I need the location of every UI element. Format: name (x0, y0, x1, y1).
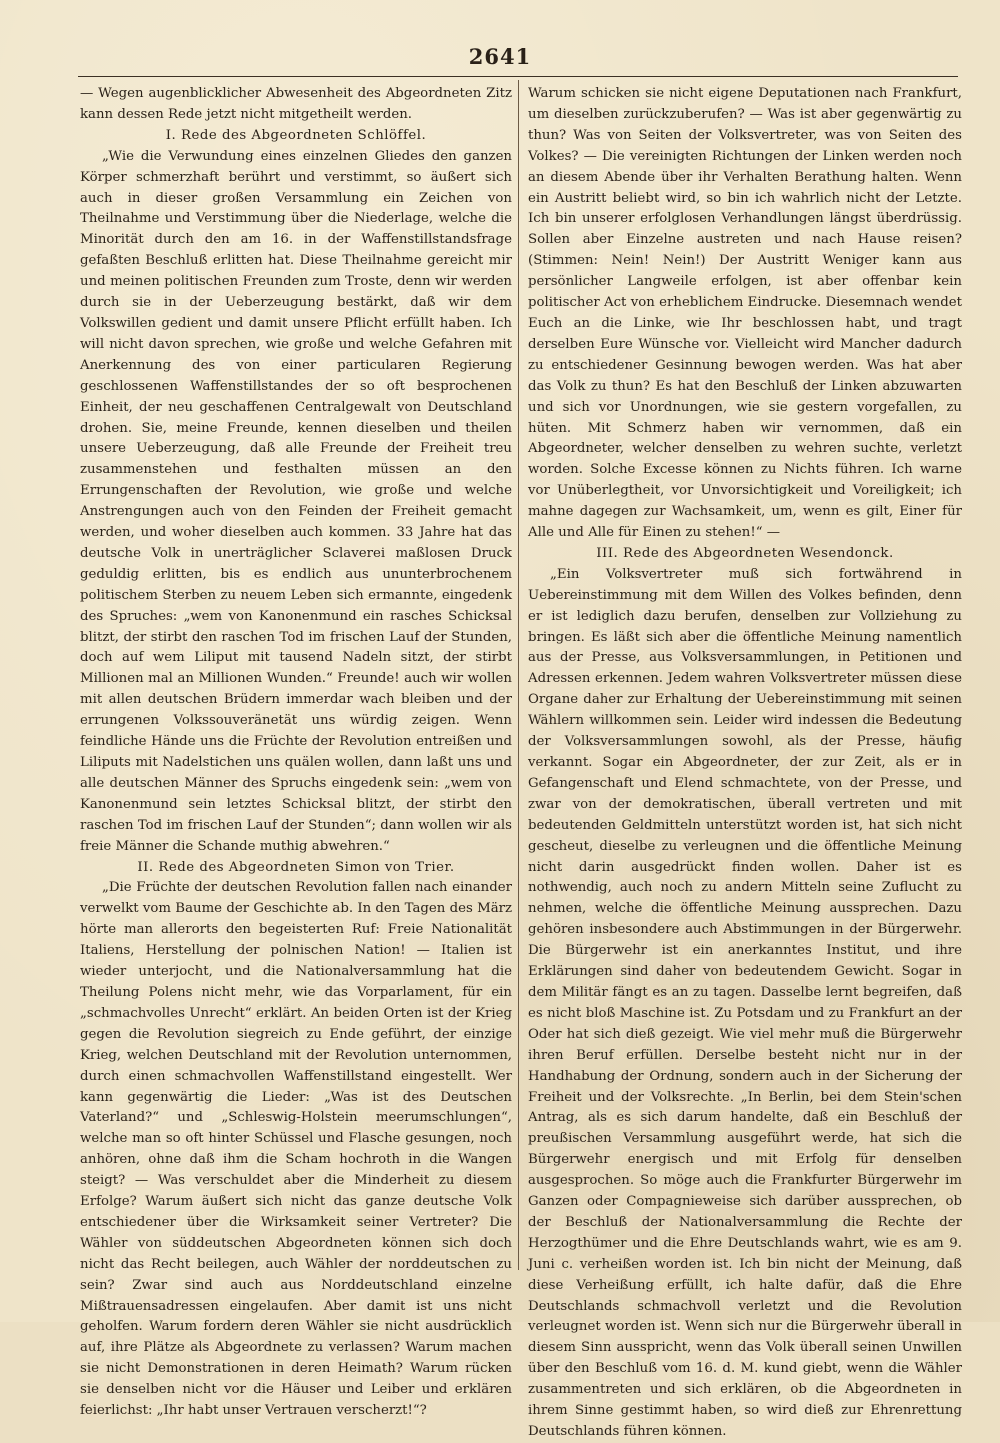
speech-heading-simon: II. Rede des Abgeordneten Simon von Trier. (137, 859, 455, 875)
speech-text-schloeffel: „Wie die Verwundung eines einzelnen Gliedes den ganzen Körper schmerzhaft berührt und verstimmt, so äußert sich auch in dieser großen Versammlung ein Zeichen von Theilnahme und Verstimmung über die Niederlage, welche die Minorität durch den am 16. in der Waffenstillstandsfrage gefaßten Beschluß erlitten hat. Diese Theilnahme gereicht mir und meinen politischen Freunden zum Troste, denn wir werden durch sie in der Ueberzeugung bestärkt, daß wir dem Volkswillen gedient und damit unsere Pflicht erfüllt haben. Ich will nicht davon sprechen, wie große und welche Gefahren mit Anerkennung des von einer particularen Regierung geschlossenen Waffenstillstandes der so oft besprochenen Einheit, der neu geschaffenen Centralgewalt von Deutschland drohen. Sie, meine Freunde, kennen dieselben und theilen unsere Ueberzeugung, daß alle Freunde der Freiheit treu zusammenstehen und festhalten müssen an den Errungenschaften der Revolution, wie große und welche Anstrengungen auch von den Feinden der Freiheit gemacht werden, und woher dieselben auch kommen. 33 Jahre hat das deutsche Volk in unerträglicher Sclaverei maßlosen Druck geduldig erlitten, bis es endlich aus ununterbrochenem politischem Sterben zu neuem Leben sich ermannte, eingedenk des Spruches: „wem von Kanonenmund ein rasches Schicksal blitzt, der stirbt den raschen Tod im frischen Lauf der Stunden, doch auf wem Liliput mit tausend Nadeln sitzt, der stirbt Millionen mal an Millionen Wunden.“ Freunde! auch wir wollen mit allen deutschen Brüdern immerdar wach bleiben und der errungenen Volkssouveränetät uns würdig zeigen. Wenn feindliche Hände uns die Früchte der Revolution entreißen und Liliputs mit Nadelstichen uns quälen wollen, dann laßt uns und alle deutschen Männer des Spruchs eingedenk sein: „wem von Kanonenmund sein letztes Schicksal blitzt, der stirbt den raschen Tod im frischen Lauf der Stunden“; dann wollen wir als freie Männer die Schande muthig abwehren.“ (80, 148, 512, 854)
column-divider (518, 80, 519, 1270)
speech-heading-wesendonck: III. Rede des Abgeordneten Wesendonck. (596, 545, 894, 561)
page-number: 2641 (468, 44, 532, 69)
speech-text-wesendonck: „Ein Volksvertreter muß sich fortwährend in Uebereinstimmung mit dem Willen des Volkes befinden, denn er ist lediglich dazu berufen, denselben zur Vollziehung zu bringen. Es läßt sich aber die öffentliche Meinung namentlich aus der Presse, aus Volksversammlungen, in Petitionen und Adressen erkennen. Jedem wahren Volksvertreter müssen diese Organe daher zur Erhaltung der Uebereinstimmung mit seinen Wählern willkommen sein. Leider wird indessen die Bedeutung der Volksversammlungen sowohl, als der Presse, häufig verkannt. Sogar ein Abgeordneter, der zur Zeit, als er in Gefangenschaft und Elend schmachtete, von der Presse, und zwar von der demokratischen, überall vertreten und mit bedeutenden Geldmitteln unterstützt worden ist, hat sich nicht gescheut, dieselbe zu verleugnen und die öffentliche Meinung nicht darin ausgedrückt finden wollen. Daher ist es nothwendig, auch noch zu andern Mitteln seine Zuflucht zu nehmen, welche die öffentliche Meinung aussprechen. Dazu gehören insbesondere auch Abstimmungen in der Bürgerwehr. Die Bürgerwehr ist ein anerkanntes Institut, und ihre Erklärungen sind daher von bedeutendem Gewicht. Sogar in dem Militär fängt es an zu tagen. Dasselbe lernt begreifen, daß es nicht bloß Maschine ist. Zu Potsdam und zu Frankfurt an der Oder hat sich dieß gezeigt. Wie viel mehr muß die Bürgerwehr ihren Beruf erfüllen. Derselbe besteht nicht nur in der Handhabung der Ordnung, sondern auch in der Sicherung der Freiheit und der Volksrechte. „In Berlin, bei dem Stein'schen Antrag, als es sich darum handelte, daß ein Beschluß der preußischen Versammlung ausgeführt werde, hat sich die Bürgerwehr energisch und mit Erfolg für denselben ausgesprochen. So möge auch die Frankfurter Bürgerwehr im Ganzen oder Compagnieweise sich darüber aussprechen, ob der Beschluß der Nationalversammlung die Rechte der Herzogthümer und die Ehre Deutschlands wahrt, wie es am 9. Juni c. verheißen worden ist. Ich bin nicht der Meinung, daß diese Verheißung erfüllt, ich halte dafür, daß die Ehre Deutschlands schmachvoll verletzt und die Revolution verleugnet worden ist. Wenn sich nur die Bürgerwehr überall in diesem Sinn ausspricht, wenn das Volk überall seinen Unwillen über den Beschluß vom 16. d. M. kund giebt, wenn die Wähler zusammentreten und sich erklären, ob die Abgeordneten in ihrem Sinne gestimmt haben, so wird dieß zur Ehrenrettung Deutschlands führen können. (528, 566, 962, 1439)
header-rule (78, 76, 958, 77)
right-column (528, 84, 962, 1443)
speech-heading-schloeffel: I. Rede des Abgeordneten Schlöffel. (165, 127, 427, 143)
speech-text-simon-part2: Warum schicken sie nicht eigene Deputationen nach Frankfurt, um dieselben zurückzuberufen? — Was ist aber gegenwärtig zu thun? Was von Seiten der Volksvertreter, was von Seiten des Volkes? — Die vereinigten Richtungen der Linken werden noch an diesem Abende über ihr Verhalten Berathung halten. Wenn ein Austritt beliebt wird, so bin ich wahrlich nicht der Letzte. Ich bin unserer erfolglosen Verhandlungen längst überdrüssig. Sollen aber Einzelne austreten und nach Hause reisen? (Stimmen: Nein! Nein!) Der Austritt Weniger kann aus persönlicher Langweile erfolgen, ist aber offenbar kein politischer Act von erheblichem Eindrucke. Diesemnach wendet Euch an die Linke, wie Ihr beschlossen habt, und tragt derselben Eure Wünsche vor. Vielleicht wird Mancher dadurch zu entschiedener Gesinnung bewogen werden. Was hat aber das Volk zu thun? Es hat den Beschluß der Linken abzuwarten und sich vor Unordnungen, wie sie gestern vorgefallen, zu hüten. Mit Schmerz haben wir vernommen, daß ein Abgeordneter, welcher denselben zu wehren suchte, verletzt worden. Solche Excesse können zu Nichts führen. Ich warne vor Unüberlegtheit, vor Unvorsichtigkeit und Voreiligkeit; ich mahne dagegen zur Wachsamkeit, um, wenn es gilt, Einer für Alle und Alle für Einen zu stehen!“ — (528, 86, 962, 541)
left-column (80, 84, 512, 1422)
intro-note: — Wegen augenblicklicher Abwesenheit des Abgeordneten Zitz kann dessen Rede jetzt nicht mitgetheilt werden. (80, 86, 512, 122)
speech-text-simon-part1: „Die Früchte der deutschen Revolution fallen nach einander verwelkt vom Baume der Geschichte ab. In den Tagen des März hörte man allerorts den begeisterten Ruf: Freie Nationalität Italiens, Herstellung der polnischen Nation! — Italien ist wieder unterjocht, und die Nationalversammlung hat die Theilung Polens nicht mehr, wie das Vorparlament, für ein „schmachvolles Unrecht“ erklärt. An beiden Orten ist der Krieg gegen die Revolution siegreich zu Ende geführt, der einzige Krieg, welchen Deutschland mit der Revolution unternommen, durch einen schmachvollen Waffenstillstand eingestellt. Wer kann gegenwärtig die Lieder: „Was ist des Deutschen Vaterland?“ und „Schleswig-Holstein meerumschlungen“, welche man so oft hinter Schüssel und Flasche gesungen, noch anhören, ohne daß ihm die Scham hochroth in die Wangen steigt? — Was verschuldet aber die Minderheit zu diesem Erfolge? Warum äußert sich nicht das ganze deutsche Volk entschiedener über die Wirksamkeit seiner Vertreter? Die Wähler von süddeutschen Abgeordneten können sich doch nicht das Recht beilegen, auch Wähler der norddeutschen zu sein? Zwar sind auch aus Norddeutschland einzelne Mißtrauensadressen eingelaufen. Aber damit ist uns nicht geholfen. Warum fordern deren Wähler sie nicht ausdrücklich auf, ihre Plätze als Abgeordnete zu verlassen? Warum machen sie nicht Demonstrationen in deren Heimath? Warum rücken sie denselben nicht vor die Häuser und Leiber und erklären feierlichst: „Ihr habt unser Vertrauen verscherzt!“? (80, 880, 512, 1419)
